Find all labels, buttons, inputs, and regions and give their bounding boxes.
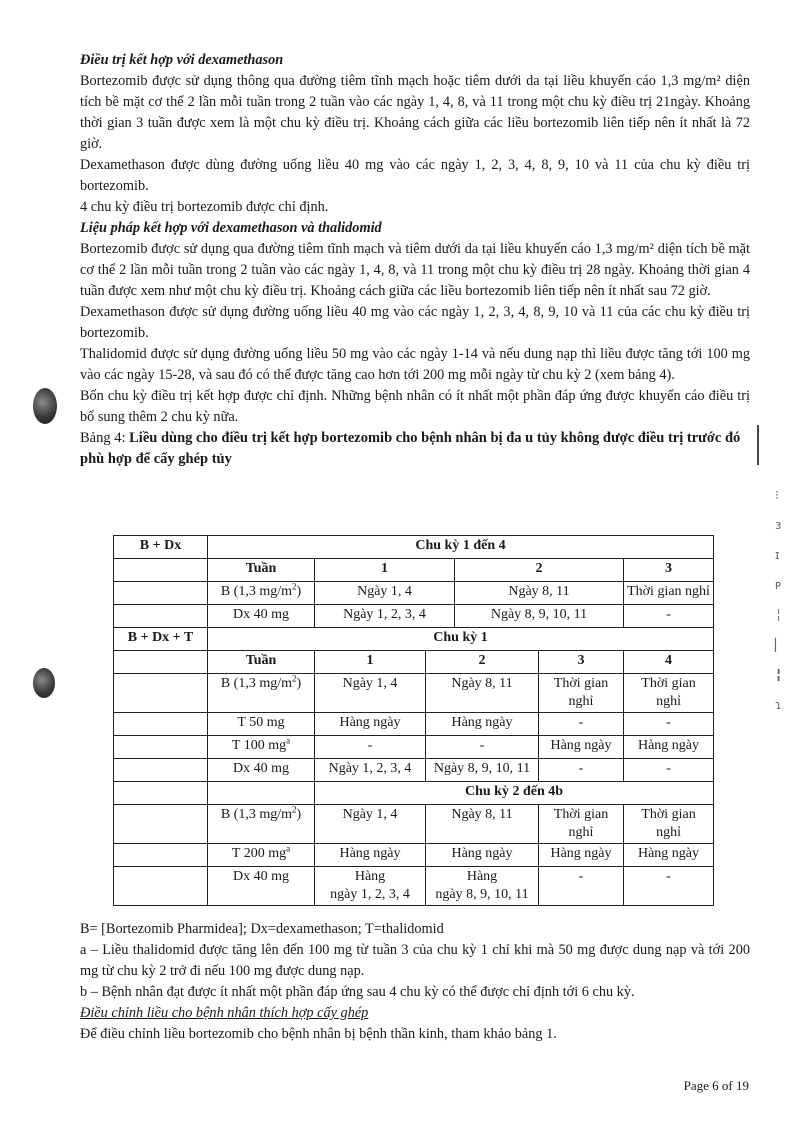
table-cell: Hàng ngày (624, 736, 714, 759)
footnote-mark: a (286, 735, 291, 746)
week-number: 3 (624, 559, 714, 582)
cell-line: Thời gian (553, 676, 609, 691)
punch-hole-bottom (33, 668, 55, 698)
table-row (114, 582, 714, 605)
table-cell (114, 736, 208, 759)
paragraph: Thalidomid được sử dụng đường uống liều 50 mg vào các ngày 1-14 và nếu dung nạp thì liều được tăng tới 100 mg vào các ngày 15-28, và sau đó có thể được tăng cao hơn tới 200 mg mỗi ngày từ chu kỳ 2 (xem bảng 4). (80, 346, 750, 383)
regimen-label: B + Dx + T (114, 628, 208, 651)
body-text-bottom (80, 919, 750, 1045)
cell-line: Thời gian (641, 807, 696, 822)
table-cell: Hàng ngày (539, 736, 624, 759)
table-cell: Ngày 1, 4 (315, 805, 426, 844)
regimen-label: B + Dx (114, 536, 208, 559)
table-cell: - (624, 759, 714, 782)
table-cell (624, 805, 714, 844)
table-cell: Thời gian nghỉ (624, 582, 714, 605)
table-row (114, 759, 714, 782)
table-row (114, 867, 714, 906)
cell-line: nghỉ (656, 694, 681, 709)
drug-name: T 200 mg (231, 846, 287, 861)
pen-mark (757, 425, 759, 465)
table-cell (114, 651, 208, 674)
table-cell: Ngày 1, 2, 3, 4 (315, 759, 426, 782)
table-cell: - (624, 867, 714, 906)
drug-label: Dx 40 mg (208, 867, 315, 906)
drug-label (208, 844, 315, 867)
table-row (114, 559, 714, 582)
cell-line: nghỉ (568, 694, 594, 709)
paragraph: Để điều chỉnh liều bortezomib cho bệnh nhân bị bệnh thần kinh, tham khảo bảng 1. (80, 1026, 557, 1042)
footnote-mark: a (286, 843, 291, 854)
table-cell: - (624, 713, 714, 736)
week-label: Tuần (208, 559, 315, 582)
paragraph: Bortezomib được sử dụng qua đường tiêm tĩnh mạch và tiêm dưới da tại liều khuyến cáo 1,3 mg/m² diện tích bề mặt cơ thể 2 lần mỗi tuần trong 2 tuần vào các ngày 1, 4, 8, và 11 trong một chu kỳ điều trị 28 ngày. Khoảng thời gian 4 tuần được xem như một chu kỳ điều trị. Khoảng cách giữa các liều bortezomib liên tiếp nên ít nhất sau 72 giờ. (80, 241, 750, 299)
table-cell: - (426, 736, 539, 759)
table-cell: Ngày 1, 2, 3, 4 (315, 605, 455, 628)
cell-line: ngày 1, 2, 3, 4 (330, 887, 410, 902)
table-cell (624, 674, 714, 713)
table-cell (114, 605, 208, 628)
section-heading: Liệu pháp kết hợp với dexamethason và thalidomid (80, 220, 382, 236)
table-cell: Ngày 1, 4 (315, 582, 455, 605)
body-text-top (80, 50, 750, 470)
drug-label: B (1,3 $mg/m^2$) (208, 805, 315, 844)
drug-label: B (1,3 $mg/m^2$) (208, 582, 315, 605)
table-row (114, 713, 714, 736)
cell-line: Thời gian (641, 676, 696, 691)
table-row (114, 782, 714, 805)
paragraph: Bortezomib được sử dụng thông qua đường tiêm tĩnh mạch hoặc tiêm dưới da tại liều khuyến cáo 1,3 mg/m² diện tích bề mặt cơ thể 2 lần mỗi tuần trong 2 tuần vào các ngày 1, 4, 8, và 11 trong một chu kỳ điều trị 21ngày. Khoảng thời gian 3 tuần được xem là một chu kỳ điều trị. Khoảng cách giữa các liều bortezomib liên tiếp nên ít nhất là 72 giờ. (80, 73, 750, 152)
week-number: 1 (315, 559, 455, 582)
cell-line: Hàng (466, 869, 498, 884)
table-cell: - (315, 736, 426, 759)
table-cell: Hàng ngày (624, 844, 714, 867)
table-cell: Ngày 8, 11 (426, 674, 539, 713)
table-row (114, 805, 714, 844)
paragraph: 4 chu kỳ điều trị bortezomib được chỉ định. (80, 199, 329, 215)
cell-line: nghỉ (568, 825, 594, 840)
dosage-table (113, 535, 714, 906)
cell-line: ngày 8, 9, 10, 11 (435, 887, 529, 902)
table-cell: Ngày 8, 11 (426, 805, 539, 844)
table-row (114, 536, 714, 559)
table-cell: Hàng ngày (315, 844, 426, 867)
table-cell: Hàng ngày (539, 844, 624, 867)
cell-line: Hàng (354, 869, 386, 884)
caption-prefix: Bảng 4: (80, 430, 130, 446)
margin-marks: ⁝ ɜ ɪ ᴘ ╎ ▏ ╏ ɿ (775, 488, 785, 712)
table-cell (426, 867, 539, 906)
drug-label (208, 736, 315, 759)
footnote-a: a – Liều thalidomid được tăng lên đến 100 mg từ tuần 3 của chu kỳ 1 chỉ khi mà 50 mg được dung nạp và tới 200 mg từ chu kỳ 2 trở đi nếu 100 mg được dung nạp. (80, 942, 750, 979)
paragraph: Bốn chu kỳ điều trị kết hợp được chỉ định. Những bệnh nhân có ít nhất một phần đáp ứng được khuyến cáo điều trị bổ sung thêm 2 chu kỳ nữa. (80, 388, 750, 425)
abbreviation-note: B= [Bortezomib Pharmidea]; Dx=dexamethason; T=thalidomid (80, 921, 444, 937)
table-cell: Hàng ngày (315, 713, 426, 736)
page-number: Page 6 of 19 (683, 1078, 749, 1093)
table-row (114, 651, 714, 674)
cell-line: Thời gian (553, 807, 609, 822)
table-cell: Ngày 8, 9, 10, 11 (455, 605, 624, 628)
table-cell: Hàng ngày (426, 713, 539, 736)
paragraph: Dexamethason được sử dụng đường uống liều 40 mg vào các ngày 1, 2, 3, 4, 8, 9, 10 và 11 của các chu kỳ điều trị bortezomib. (80, 304, 750, 341)
table-cell: - (539, 867, 624, 906)
week-label: Tuần (208, 651, 315, 674)
table-cell: Ngày 8, 9, 10, 11 (426, 759, 539, 782)
week-number: 2 (426, 651, 539, 674)
cell-line: nghỉ (656, 825, 681, 840)
week-number: 3 (539, 651, 624, 674)
table-cell (114, 713, 208, 736)
week-number: 1 (315, 651, 426, 674)
cycle-header: Chu kỳ 1 đến 4 (208, 536, 714, 559)
drug-label: Dx 40 mg (208, 605, 315, 628)
table-row (114, 605, 714, 628)
table-row (114, 736, 714, 759)
table-row (114, 628, 714, 651)
cycle-header: Chu kỳ 1 (208, 628, 714, 651)
table-cell (114, 559, 208, 582)
table-cell: - (624, 605, 714, 628)
paragraph: Dexamethason được dùng đường uống liều 40 mg vào các ngày 1, 2, 3, 4, 8, 9, 10 và 11 của chu kỳ điều trị bortezomib. (80, 157, 750, 194)
caption-title: Liều dùng cho điều trị kết hợp bortezomib cho bệnh nhân bị đa u tủy không được điều trị trước đó phù hợp để cấy ghép tủy (80, 430, 741, 467)
cycle-header: Chu kỳ 2 đến 4b (315, 782, 714, 805)
table-cell (539, 674, 624, 713)
punch-hole-top (33, 388, 57, 424)
drug-label: Dx 40 mg (208, 759, 315, 782)
table-cell (114, 867, 208, 906)
table-cell: Hàng ngày (426, 844, 539, 867)
drug-name: T 100 mg (231, 738, 287, 753)
table-cell (114, 759, 208, 782)
table-caption (80, 428, 750, 470)
table-cell (114, 844, 208, 867)
table-cell (539, 805, 624, 844)
table-cell (114, 805, 208, 844)
table-cell (114, 674, 208, 713)
table-cell: Ngày 1, 4 (315, 674, 426, 713)
week-number: 2 (455, 559, 624, 582)
section-heading: Điều trị kết hợp với dexamethason (80, 52, 284, 68)
section-heading: Điều chỉnh liều cho bệnh nhân thích hợp cấy ghép (80, 1005, 369, 1021)
footnote-b: b – Bệnh nhân đạt được ít nhất một phần đáp ứng sau 4 chu kỳ có thể được chỉ định tới 6 chu kỳ. (80, 984, 635, 1000)
drug-label: T 50 mg (208, 713, 315, 736)
table-cell (315, 867, 426, 906)
table-cell: Ngày 8, 11 (455, 582, 624, 605)
table-cell: - (539, 759, 624, 782)
table-cell (208, 782, 315, 805)
table-row (114, 844, 714, 867)
drug-label: B (1,3 $mg/m^2$) (208, 674, 315, 713)
table-cell (114, 582, 208, 605)
table-row (114, 674, 714, 713)
table-cell: - (539, 713, 624, 736)
week-number: 4 (624, 651, 714, 674)
table-cell (114, 782, 208, 805)
